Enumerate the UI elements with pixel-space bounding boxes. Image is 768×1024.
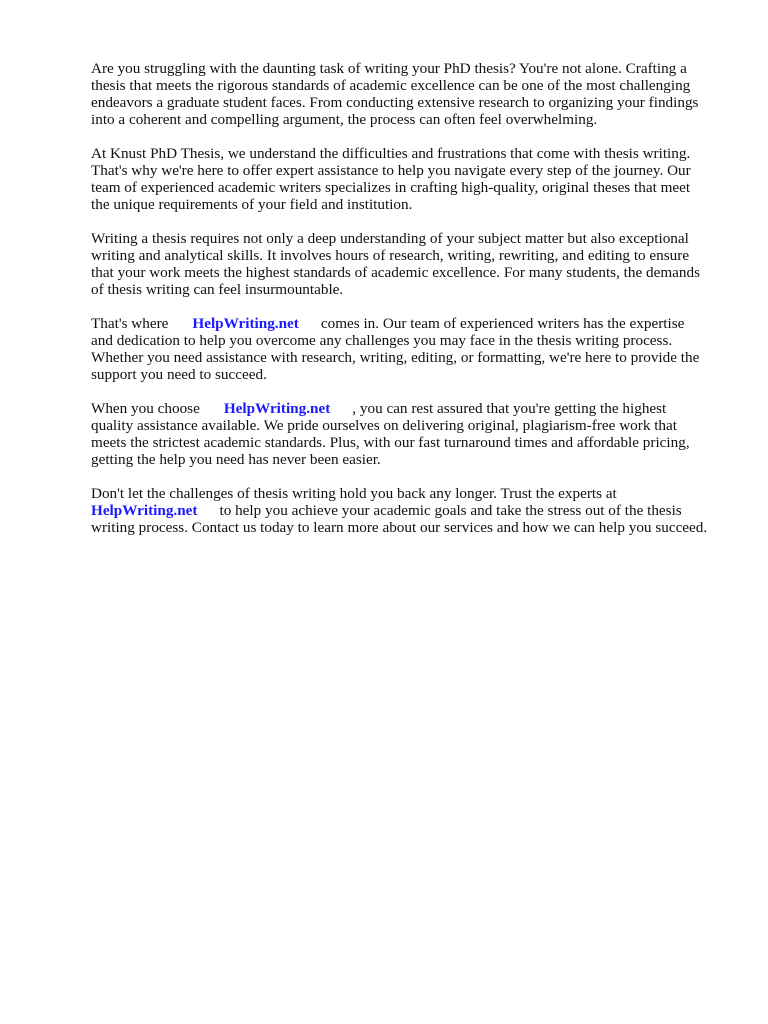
text-line: [91, 502, 741, 519]
text-line: Are you struggling with the daunting task of writing your PhD thesis? You're not alone. Crafting a: [91, 60, 687, 77]
text-line: quality assistance available. We pride ourselves on delivering original, plagiarism-free work that: [91, 417, 677, 434]
document-page: [91, 60, 741, 553]
text-line: writing process. Contact us today to learn more about our services and how we can help you succeed.: [91, 519, 708, 536]
text-line: [91, 315, 741, 332]
text-line: and dedication to help you overcome any challenges you may face in the thesis writing process.: [91, 332, 673, 349]
text-line: that your work meets the highest standards of academic excellence. For many students, the demands: [91, 264, 701, 281]
text-segment: comes in. Our team of experienced writers has the expertise: [320, 315, 685, 332]
helpwriting-link[interactable]: HelpWriting.net: [192, 315, 299, 332]
text-line: getting the help you need has never been easier.: [91, 451, 381, 468]
text-line: support you need to succeed.: [91, 366, 267, 383]
text-segment: , you can rest assured that you're getting the highest: [352, 400, 667, 417]
helpwriting-link[interactable]: HelpWriting.net: [91, 502, 198, 519]
paragraph-intro: [91, 60, 741, 128]
paragraph-choose: [91, 400, 741, 468]
text-line: Writing a thesis requires not only a deep understanding of your subject matter but also exceptional: [91, 230, 689, 247]
text-line: [91, 400, 741, 417]
text-line: of thesis writing can feel insurmountable.: [91, 281, 344, 298]
paragraph-cta: [91, 485, 741, 536]
text-segment: That's where: [91, 315, 169, 332]
text-line: At Knust PhD Thesis, we understand the difficulties and frustrations that come with thesis writing.: [91, 145, 691, 162]
text-segment: When you choose: [91, 400, 200, 417]
paragraph-service: [91, 315, 741, 383]
text-line: Don't let the challenges of thesis writing hold you back any longer. Trust the experts at: [91, 485, 617, 502]
text-line: the unique requirements of your field and institution.: [91, 196, 413, 213]
text-line: Whether you need assistance with research, writing, editing, or formatting, we're here to provide the: [91, 349, 700, 366]
helpwriting-link[interactable]: HelpWriting.net: [223, 400, 331, 417]
text-line: team of experienced academic writers specializes in crafting high-quality, original theses that meet: [91, 179, 691, 196]
text-line: into a coherent and compelling argument, the process can often feel overwhelming.: [91, 111, 598, 128]
text-line: endeavors a graduate student faces. From conducting extensive research to organizing your findings: [91, 94, 699, 111]
text-line: thesis that meets the rigorous standards of academic excellence can be one of the most challenging: [91, 77, 691, 94]
text-line: That's why we're here to offer expert assistance to help you navigate every step of the journey. Our: [91, 162, 691, 179]
paragraph-requirements: [91, 230, 741, 298]
text-line: meets the strictest academic standards. Plus, with our fast turnaround times and affordable pricing,: [91, 434, 690, 451]
paragraph-about: [91, 145, 741, 213]
text-line: writing and analytical skills. It involves hours of research, writing, rewriting, and editing to ensure: [91, 247, 690, 264]
text-segment: to help you achieve your academic goals and take the stress out of the thesis: [219, 502, 682, 519]
